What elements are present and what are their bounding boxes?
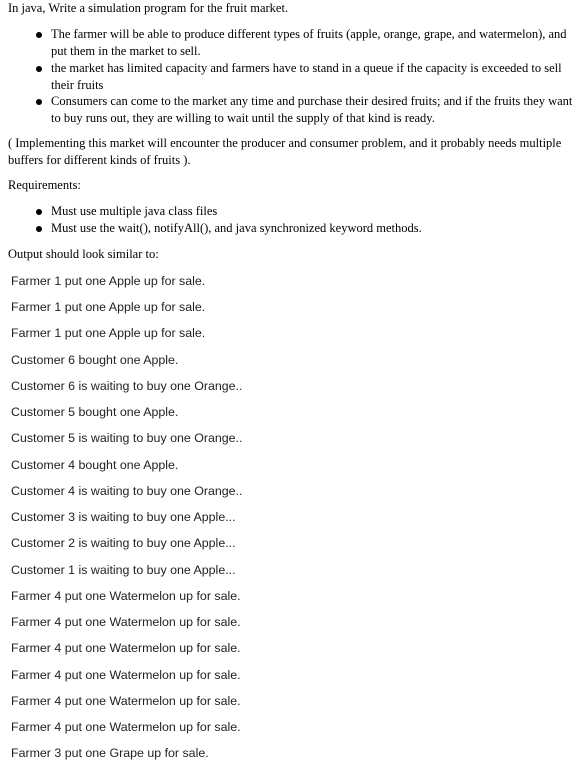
bullet-icon (36, 32, 42, 38)
bullet-icon (36, 226, 42, 232)
output-line: Farmer 3 put one Grape up for sale. (11, 746, 209, 760)
output-line: Farmer 4 put one Watermelon up for sale. (11, 720, 241, 734)
task-bullet-2: the market has limited capacity and farmers have to stand in a queue if the capacity is exceeded to sell their fruits (51, 61, 562, 92)
output-line: Customer 6 is waiting to buy one Orange.. (11, 379, 243, 393)
output-line: Customer 3 is waiting to buy one Apple... (11, 510, 236, 524)
task-bullet-1: The farmer will be able to produce different types of fruits (apple, orange, grape, and watermelon), and put them in the market to sell. (51, 27, 567, 58)
bullet-icon (36, 66, 42, 72)
output-line: Farmer 4 put one Watermelon up for sale. (11, 589, 241, 603)
output-line: Farmer 1 put one Apple up for sale. (11, 326, 206, 340)
bullet-icon (36, 99, 42, 105)
output-heading: Output should look similar to: (8, 247, 159, 261)
requirement-2: Must use the wait(), notifyAll(), and java synchronized keyword methods. (51, 221, 422, 235)
task-bullet-3: Consumers can come to the market any time and purchase their desired fruits; and if the fruits they want to buy runs out, they are willing to wait until the supply of that kind is ready. (51, 94, 573, 125)
requirement-1: Must use multiple java class files (51, 204, 218, 218)
output-line: Customer 2 is waiting to buy one Apple... (11, 536, 236, 550)
output-line: Customer 1 is waiting to buy one Apple... (11, 563, 236, 577)
output-line: Farmer 4 put one Watermelon up for sale. (11, 668, 241, 682)
output-line: Customer 4 is waiting to buy one Orange.. (11, 484, 243, 498)
output-line: Farmer 4 put one Watermelon up for sale. (11, 641, 241, 655)
bullet-icon (36, 209, 42, 215)
note-text: ( Implementing this market will encounter the producer and consumer problem, and it probably needs multiple buffers for different kinds of fruits ). (8, 136, 562, 167)
output-line: Customer 5 is waiting to buy one Orange.. (11, 431, 243, 445)
intro-text: In java, Write a simulation program for the fruit market. (8, 1, 289, 15)
output-line: Farmer 1 put one Apple up for sale. (11, 274, 206, 288)
output-line: Customer 6 bought one Apple. (11, 353, 179, 367)
requirements-heading: Requirements: (8, 178, 81, 192)
output-line: Customer 4 bought one Apple. (11, 458, 179, 472)
output-line: Customer 5 bought one Apple. (11, 405, 179, 419)
output-line: Farmer 1 put one Apple up for sale. (11, 300, 206, 314)
output-line: Farmer 4 put one Watermelon up for sale. (11, 694, 241, 708)
output-line: Farmer 4 put one Watermelon up for sale. (11, 615, 241, 629)
